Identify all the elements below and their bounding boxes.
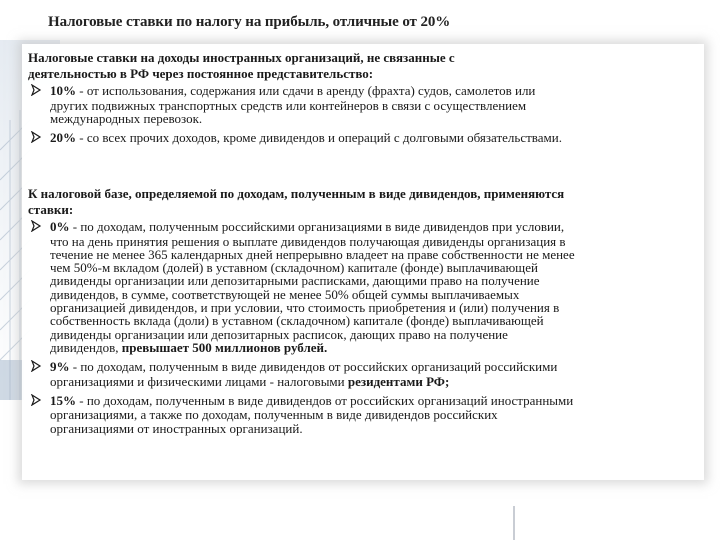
item-text: собственность вклада (доли) в уставном (складочном) капитале (фонде) выплачивающей: [50, 313, 544, 329]
item-text: - по доходам, полученным в виде дивидендов от российских организаций иностранными: [76, 392, 574, 408]
item-text: организациями и физическими лицами - налоговыми: [50, 373, 348, 389]
item-text: дивидендов, в сумме, соответствующей не менее 50% общей суммы выплачиваемых: [50, 286, 520, 302]
item-text: течение не менее 365 календарных дней непрерывно владеет на праве собственности не менее: [50, 246, 575, 262]
item-text: чем 50%-м вкладом (долей) в уставном (складочном) капитале (фонде) выплачивающей: [50, 260, 538, 276]
foreign-org-rates-section: [28, 50, 700, 151]
section-intro: [28, 50, 700, 81]
arrow-bullet-icon: [30, 84, 42, 96]
arrow-bullet-icon: [30, 220, 42, 232]
item-text: других подвижных транспортных средств или контейнеров в связи с осуществлением: [50, 97, 527, 113]
item-text: - по доходам, полученным российскими организациями в виде дивидендов при условии,: [69, 219, 565, 234]
intro-line: Налоговые ставки на доходы иностранных организаций, не связанные с: [28, 50, 455, 65]
item-text: - от использования, содержания или сдачи в аренду (фрахта) судов, самолетов или: [76, 83, 536, 98]
dividend-rates-section: [28, 186, 700, 440]
content-panel: [22, 44, 704, 480]
item-text: дивиденды организации или депозитарными расписками, дающими право на получение: [50, 273, 540, 289]
list-item: [28, 393, 700, 435]
rate-value: 10%: [50, 83, 76, 98]
intro-line: деятельностью в РФ через постоянное представительство:: [28, 65, 374, 81]
slide-title: Налоговые ставки по налогу на прибыль, отличные от 20%: [48, 14, 451, 30]
footer-divider: [513, 506, 515, 540]
item-text: дивидендов,: [50, 339, 122, 355]
rate-value: 15%: [50, 392, 76, 408]
item-text: что на день принятия решения о выплате дивидендов получающая дивиденды организация в: [50, 233, 566, 249]
rate-value: 0%: [50, 219, 70, 234]
arrow-bullet-icon: [30, 131, 42, 143]
highlight-text: превышает 500 миллионов рублей.: [121, 339, 328, 355]
item-text: организациями от иностранных организаций.: [50, 420, 303, 436]
list-item: [28, 359, 700, 388]
rate-value: 20%: [50, 130, 76, 146]
arrow-bullet-icon: [30, 360, 42, 372]
item-text: организациями, а также по доходам, полученным в виде дивидендов российских: [50, 407, 498, 423]
item-text: - по доходам, полученным в виде дивидендов от российских организаций российскими: [69, 359, 558, 375]
list-item: [28, 219, 700, 354]
section-intro: [28, 186, 700, 217]
item-text: - со всех прочих доходов, кроме дивидендов и операций с долговыми обязательствами.: [76, 130, 562, 146]
item-text: международных перевозок.: [50, 110, 203, 126]
item-text: организацией дивидендов, и при условии, что стоимость приобретения и (или) получения в: [50, 299, 560, 315]
item-text: дивиденды организации или депозитарных расписок, дающих право на получение: [50, 326, 508, 342]
rate-value: 9%: [50, 359, 70, 375]
list-item: [28, 83, 700, 125]
list-item: [28, 130, 700, 146]
highlight-text: резидентами РФ;: [347, 373, 450, 389]
intro-line: К налоговой базе, определяемой по доходам, полученным в виде дивидендов, применяются: [28, 186, 565, 201]
intro-line: ставки:: [28, 201, 74, 217]
arrow-bullet-icon: [30, 394, 42, 406]
